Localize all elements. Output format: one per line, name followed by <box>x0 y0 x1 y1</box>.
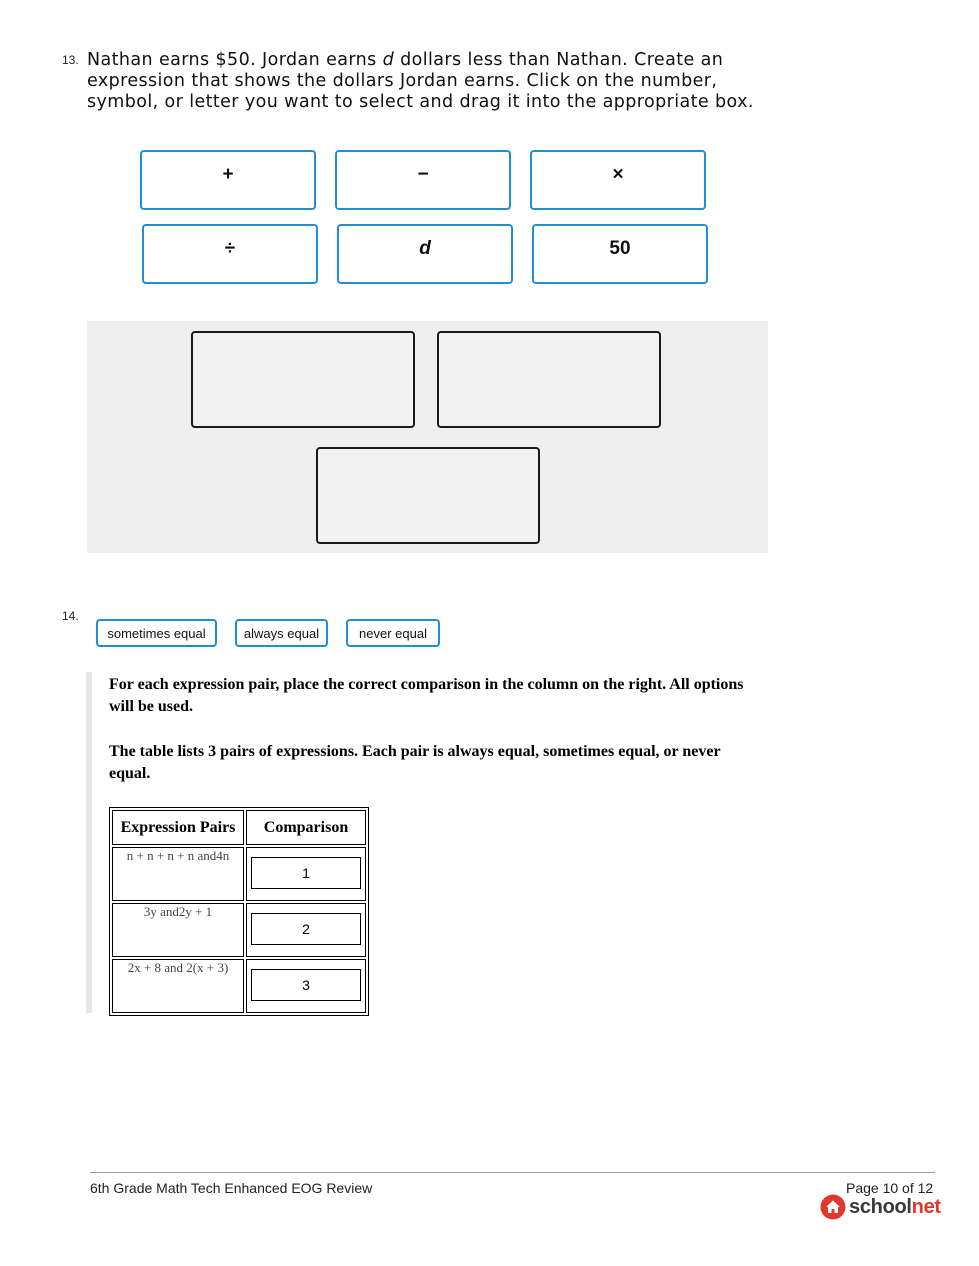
logo-school: school <box>849 1195 912 1218</box>
header-comparison: Comparison <box>246 810 366 845</box>
comparison-cell <box>246 903 366 957</box>
expression-cell: 2x + 8 and 2(x + 3) <box>112 959 244 1013</box>
tile-divide[interactable]: ÷ <box>142 224 318 284</box>
footer-page-number: Page 10 of 12 <box>846 1180 934 1196</box>
chip-never-equal[interactable]: never equal <box>346 619 440 647</box>
table-row <box>112 903 366 957</box>
prompt-line-2: expression that shows the dollars Jordan earns. Click on the number, <box>87 71 718 91</box>
comparison-slot-1[interactable]: 1 <box>251 857 361 889</box>
header-expression-pairs: Expression Pairs <box>112 810 244 845</box>
question-14-margin-bar <box>86 672 92 1013</box>
table-row <box>112 847 366 901</box>
prompt-variable: d <box>382 50 395 70</box>
prompt-line-1a: Nathan earns $50. Jordan earns <box>87 50 383 70</box>
logo-wordmark <box>849 1196 941 1219</box>
tile-fifty[interactable]: 50 <box>532 224 708 284</box>
comparison-cell <box>246 959 366 1013</box>
tile-minus[interactable]: − <box>335 150 511 210</box>
schoolnet-logo <box>820 1194 941 1220</box>
comparison-table <box>109 807 369 1016</box>
tile-variable-d[interactable]: d <box>337 224 513 284</box>
drop-box-3[interactable] <box>316 447 540 544</box>
footer-title: 6th Grade Math Tech Enhanced EOG Review <box>90 1180 373 1196</box>
house-icon <box>820 1194 846 1220</box>
table-row <box>112 959 366 1013</box>
drop-box-1[interactable] <box>191 331 415 428</box>
instruction-2: The table lists 3 pairs of expressions. Each pair is always equal, sometimes equal, or never equal. <box>109 743 721 782</box>
table-header-row <box>112 810 366 845</box>
question-13-prompt <box>87 50 787 113</box>
prompt-line-1b: dollars less than Nathan. Create an <box>394 50 724 70</box>
comparison-slot-2[interactable]: 2 <box>251 913 361 945</box>
tile-plus[interactable]: + <box>140 150 316 210</box>
footer-divider <box>90 1172 935 1173</box>
instruction-1: For each expression pair, place the correct comparison in the column on the right. All options will be used. <box>109 676 744 715</box>
comparison-slot-3[interactable]: 3 <box>251 969 361 1001</box>
question-13-number: 13. <box>62 53 79 67</box>
logo-net: net <box>911 1195 941 1218</box>
drop-zone-area <box>87 321 768 553</box>
expression-cell: n + n + n + n and4n <box>112 847 244 901</box>
chip-sometimes-equal[interactable]: sometimes equal <box>96 619 217 647</box>
drop-box-2[interactable] <box>437 331 661 428</box>
comparison-cell <box>246 847 366 901</box>
prompt-line-3: symbol, or letter you want to select and drag it into the appropriate box. <box>87 92 754 112</box>
chip-always-equal[interactable]: always equal <box>235 619 328 647</box>
question-14-number: 14. <box>62 609 79 623</box>
expression-cell: 3y and2y + 1 <box>112 903 244 957</box>
tile-times[interactable]: × <box>530 150 706 210</box>
